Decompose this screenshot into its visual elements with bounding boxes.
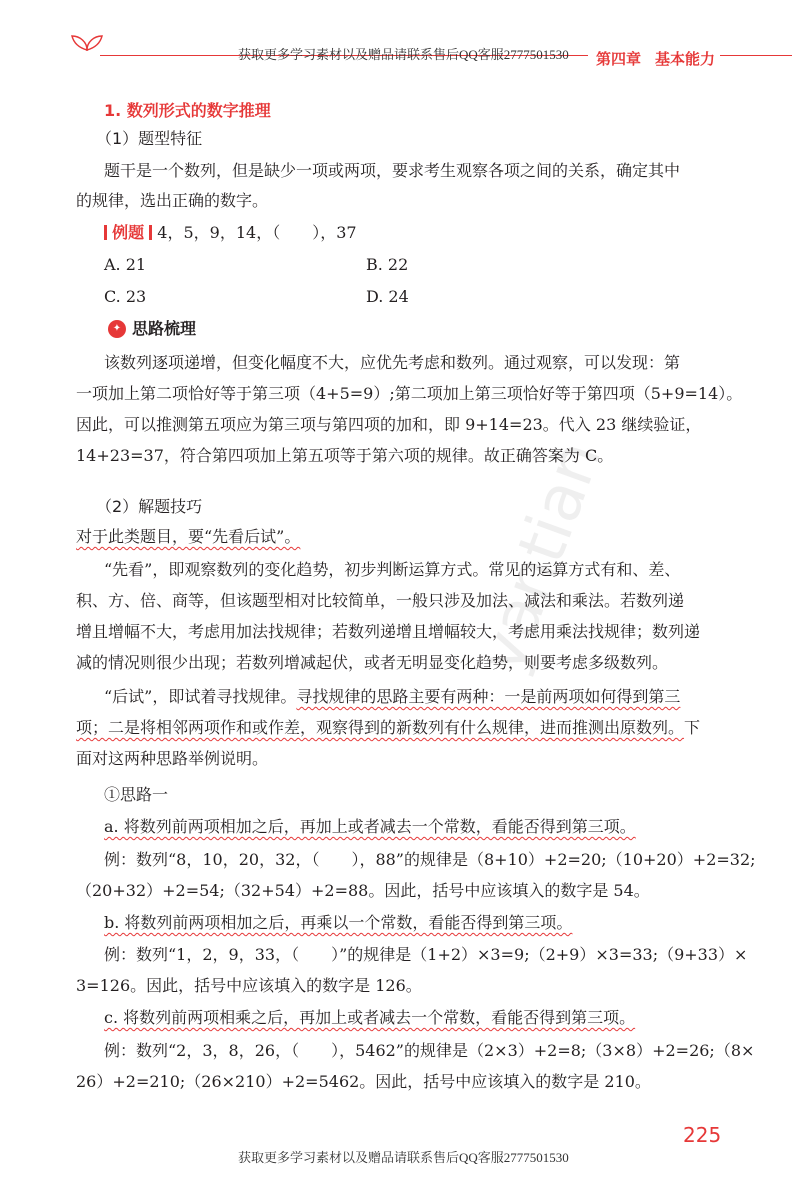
option-b: B. 22 (366, 255, 409, 274)
try-line-1-underlined: 寻找规律的思路主要有两种：一是前两项如何得到第三 (296, 687, 681, 706)
method-b-title: b. 将数列前两项相加之后，再乘以一个常数，看能否得到第三项。 (104, 913, 573, 932)
think-title: 思路梳理 (132, 319, 197, 338)
try-line-1 (104, 682, 680, 712)
subsection-tips: （2）解题技巧 (96, 497, 203, 516)
leaf-logo-icon (70, 30, 104, 54)
section-title: 1. 数列形式的数字推理 (104, 101, 271, 120)
brain-icon: ✦ (108, 320, 126, 338)
try-line-2-plain: 下 (684, 718, 701, 737)
subsection-features: （1）题型特征 (96, 129, 203, 148)
try-line-2-underlined: 项；二是将相邻两项作和或作差，观察得到的新数列有什么规律，进而推测出原数列。 (76, 718, 685, 737)
footer-notice: 获取更多学习素材以及赠品请联系售后QQ客服2777501530 (238, 1150, 569, 1165)
intro-line-2: 的规律，选出正确的数字。 (76, 191, 269, 210)
method-c-example-1: 例：数列“2，3，8，26，（ ），5462”的规律是（2×3）+2=8;（3×8）+2=26;（8× (104, 1041, 755, 1060)
look-line-1: “先看”，即观察数列的变化趋势，初步判断运算方式。常见的运算方式有和、差、 (104, 560, 681, 579)
tip-line: 对于此类题目，要“先看后试”。 (76, 527, 301, 546)
method-a-example-1: 例：数列“8，10，20，32，（ ），88”的规律是（8+10）+2=20;（10+20）+2=32; (104, 850, 756, 869)
think-line-2: 一项加上第二项恰好等于第三项（4+5=9）;第二项加上第三项恰好等于第四项（5+9=14）。 (76, 384, 743, 403)
watermark: yantian (464, 431, 617, 683)
chapter-label (596, 48, 729, 69)
try-line-1-plain: “后试”，即试着寻找规律。 (104, 687, 297, 706)
option-c: C. 23 (104, 287, 147, 306)
method-c-example-2: 26）+2=210;（26×210）+2=5462。因此，括号中应该填入的数字是 210。 (76, 1072, 651, 1091)
method-a-example-2: （20+32）+2=54;（32+54）+2=88。因此，括号中应该填入的数字是 54。 (76, 881, 650, 900)
header-rule-right (720, 55, 792, 56)
method-b-example-2: 3=126。因此，括号中应该填入的数字是 126。 (76, 976, 422, 995)
example-label: 例题 (112, 223, 145, 242)
chapter-number: 第四章 (596, 50, 642, 68)
intro-line-1: 题干是一个数列，但是缺少一项或两项，要求考生观察各项之间的关系，确定其中 (104, 161, 681, 180)
look-line-3: 增且增幅不大，考虑用加法找规律；若数列递增且增幅较大，考虑用乘法找规律；数列递 (76, 622, 701, 641)
route-one-heading: ①思路一 (104, 785, 169, 804)
think-line-1: 该数列逐项递增，但变化幅度不大，应优先考虑和数列。通过观察，可以发现：第 (104, 353, 681, 372)
example-line (104, 218, 357, 248)
method-c-title: c. 将数列前两项相乘之后，再加上或者减去一个常数，看能否得到第三项。 (104, 1008, 636, 1027)
method-a-title: a. 将数列前两项相加之后，再加上或者减去一个常数，看能否得到第三项。 (104, 817, 636, 836)
think-line-3: 因此，可以推测第五项应为第三项与第四项的加和，即 9+14=23。代入 23 继续验证， (76, 415, 702, 434)
method-b-example-1: 例：数列“1，2，9，33，（ ）”的规律是（1+2）×3=9;（2+9）×3=33;（9+33）× (104, 945, 748, 964)
look-line-2: 积、方、倍、商等，但该题型相对比较简单，一般只涉及加法、减法和乘法。若数列递 (76, 591, 685, 610)
example-bar-left (104, 225, 107, 240)
try-line-3: 面对这两种思路举例说明。 (76, 749, 269, 768)
example-sequence: 4，5，9，14，（ ），37 (157, 223, 357, 242)
think-line-4: 14+23=37，符合第四项加上第五项等于第六项的规律。故正确答案为 C。 (76, 446, 614, 465)
header-notice: 获取更多学习素材以及赠品请联系售后QQ客服2777501530 (238, 47, 569, 62)
chapter-title: 基本能力 (655, 50, 716, 68)
look-line-4: 减的情况则很少出现；若数列增减起伏，或者无明显变化趋势，则要考虑多级数列。 (76, 653, 669, 672)
example-bar-right (149, 225, 152, 240)
option-a: A. 21 (104, 255, 147, 274)
page-number: 225 (683, 1123, 722, 1147)
try-line-2 (76, 713, 700, 743)
option-d: D. 24 (366, 287, 409, 306)
